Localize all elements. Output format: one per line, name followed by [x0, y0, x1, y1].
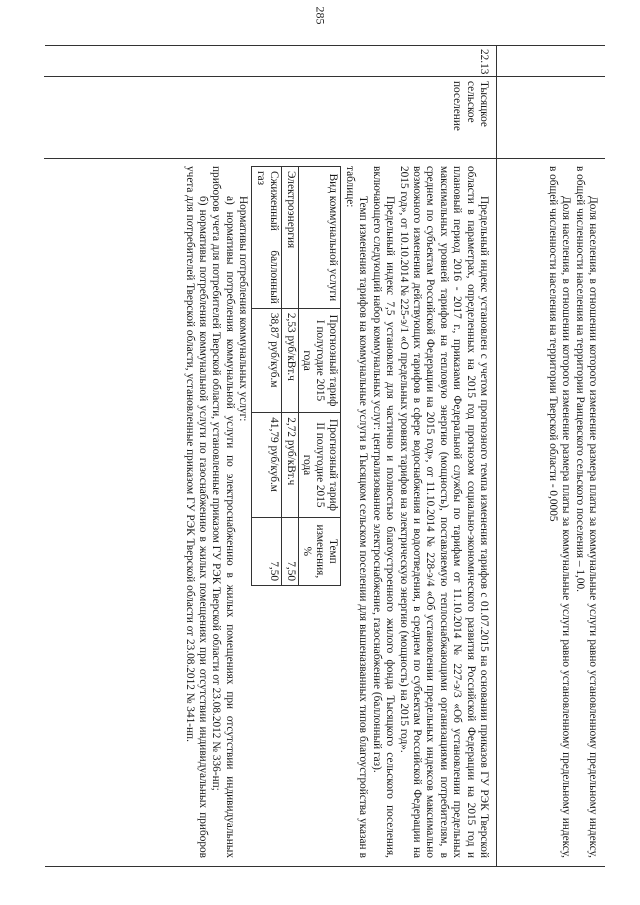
table-row — [252, 167, 282, 586]
table-row-22-13 — [44, 46, 497, 866]
header-change: Темп изменения, % — [298, 517, 340, 585]
table-row-previous — [497, 46, 605, 866]
page-number: 285 — [313, 6, 328, 25]
number-cell-empty — [497, 46, 605, 77]
tariff-h1-cell: 38,87 руб/куб.м — [252, 308, 282, 412]
rotated-document — [45, 45, 605, 865]
tariff-h1-cell: 2,53 руб/кВт.ч — [282, 308, 298, 412]
tariff-table-header — [298, 167, 340, 586]
service-cell: Электроэнергия — [282, 167, 298, 309]
norms-electricity: а) нормативы потребления коммунальной услуги по электроснабжению в жилых помещениях при отсутствии индивидуальных приборов учета для потребителей Тверской области, установленные приказом ГУ РЭК Тверской области от 23.08.2012 № 336-нп; — [210, 166, 236, 858]
tariff-h2-cell: 2,72 руб/кВт.ч — [282, 413, 298, 517]
change-cell: 7,50 — [282, 517, 298, 585]
index-paragraph: Предельный индекс установлен с учетом прогнозного темпа изменения тарифов с 01.07.2015 на основании приказов ГУ РЭК Тверской области в параметрах, определенных на 2015 год прогнозом социально-экономического развития Российской Федерации на 2015 год и плановый период 2016 - 2017 г., приказами Федеральной службы по тарифам от 11.10.2014 № 227-э/3 «Об установлении предельных максимальных уровней тарифов на тепловую энергию (мощность), поставляемую теплоснабжающими организациями потребителям, в среднем по субъектам Российской Федерации на 2015 год», от 11.10.2014 № 228-э/4 «Об установлении предельных индексов максимально возможного изменения действующих тарифов в сфере водоснабжения и водоотведения, в среднем по субъектам Российской Федерации на 2015 год», от 10.10.2014 № 225-э/1 «О предельных уровнях тарифов на электрическую энергию (мощность) на 2015 год». — [397, 166, 490, 858]
norms-heading: Нормативы потребления коммунальных услуг: — [237, 196, 250, 422]
row-number: 22.13 — [478, 49, 490, 75]
document-table — [45, 45, 605, 867]
change-cell: 7,50 — [252, 517, 282, 585]
norms-gas: б) нормативы потребления коммунальной услуги по газоснабжению в жилых помещениях при отсутствии индивидуальных приборов учета для потребителей Тверской области, установленные приказом ГУ РЭК Тверской области от 23.08.2012 № 341-нп. — [183, 166, 210, 858]
name-cell — [44, 76, 496, 159]
header-tariff-h2: Прогнозный тариф II полугодие 2015 года — [298, 413, 340, 517]
header-tariff-h1: Прогнозный тариф I полугодие 2015 года — [298, 308, 340, 412]
share-paragraph-2: Доля населения, в отношении которого изменение размера платы за коммунальные услуги равно установленному предельному индексу, в общей численности населения на территории Тверской области - 0,0005 — [546, 166, 573, 858]
table-intro-paragraph: Темп изменения тарифов на коммунальные услуги в Тысяцком сельском поселении для вышеназванных типов благоустройства указан в таблице: — [343, 166, 370, 858]
tariff-h2-cell: 41,79 руб/куб.м — [252, 413, 282, 517]
number-cell — [44, 46, 496, 77]
tariff-table — [251, 166, 340, 586]
share-paragraph-1: Доля населения, в отношении которого изменение размера платы за коммунальные услуги равно установленному предельному индексу, в общей численности населения на территории Раицевского сельского поселения – 1,00. — [573, 166, 599, 858]
table-row — [282, 167, 298, 586]
settlement-name: Тысяцкое сельское поселение — [451, 81, 490, 131]
text-cell — [44, 158, 496, 866]
text-cell-previous — [497, 158, 605, 866]
header-service: Вид коммунальной услуги — [298, 167, 340, 309]
service-cell: Сжиженный баллонный газ — [252, 167, 282, 309]
name-cell-empty — [497, 76, 605, 159]
limit-paragraph: Предельный индекс 7,5 установлен для частично и полностью благоустроенного жилого фонда Тысяцкого сельского поселения, включающего следующий набор коммунальных услуг: централизованное электроснабжение, газоснабжение (баллонный газ). — [370, 166, 397, 858]
